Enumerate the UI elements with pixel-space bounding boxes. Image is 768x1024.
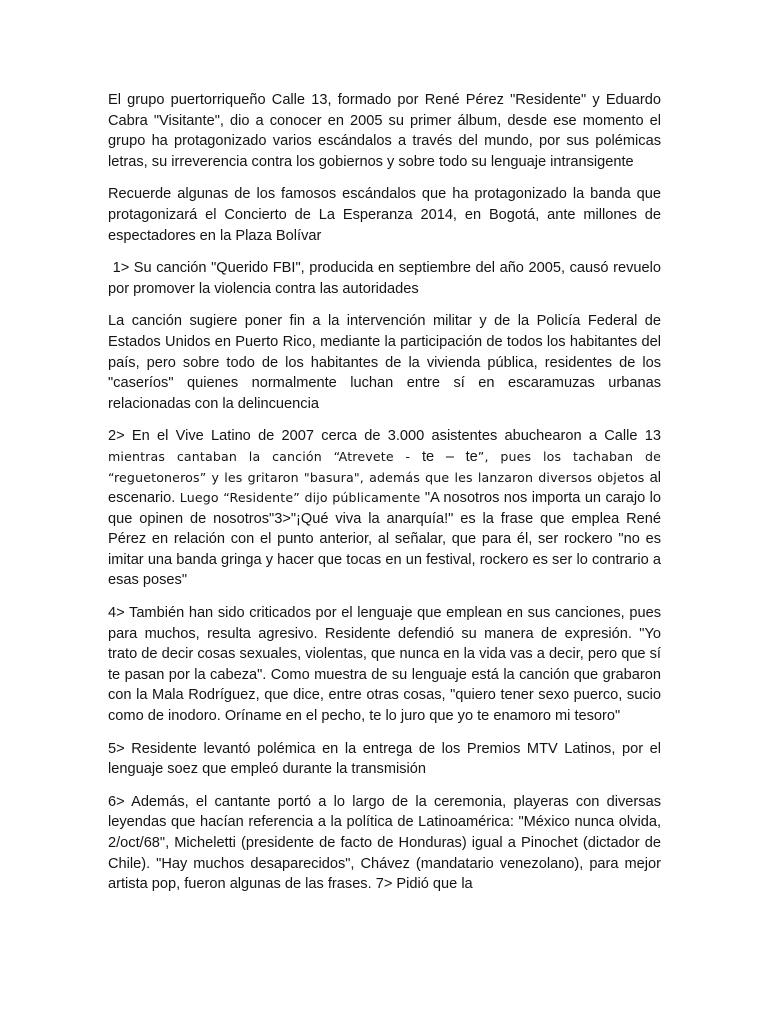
paragraph-song-description: La canción sugiere poner fin a la intervención militar y de la Policía Federal de Estados Unidos en Puerto Rico, mediante la participación de todos los habitantes del país, pero sobre todo de los habitantes de la vivienda pública, residentes de los "caseríos" quienes normalmente luchan entre sí en escaramuzas urbanas relacionadas con la delincuencia bbox=[108, 313, 661, 412]
paragraph-item-4: 4> También han sido criticados por el lenguaje que emplean en sus canciones, pues para muchos, resulta agresivo. Residente defendió su manera de expresión. "Yo trato de decir cosas sexuales, violentas, que nunca en la vida vas a decir, pero que sí te pasan por la cabeza". Como muestra de su lenguaje está la canción que grabaron con la Mala Rodríguez, que dice, entre otras cosas, "quiero tener sexo puerco, sucio como de inodoro. Oríname en el pecho, te lo juro que yo te enamoro mi tesoro" bbox=[108, 605, 661, 725]
p5-part-f: Luego “Residente” dijo públicamente bbox=[179, 490, 425, 506]
paragraph-item-6: 6> Además, el cantante portó a lo largo de la ceremonia, playeras con diversas leyendas que hacían referencia a la política de Latinoamérica: "México nunca olvida, 2/oct/68", Micheletti (presidente de facto de Honduras) igual a Pinochet (dictador de Chile). "Hay muchos desaparecidos", Chávez (mandatario venezolano), para mejor artista pop, fueron algunas de las frases. 7> Pidió que la bbox=[108, 793, 661, 893]
paragraph-item-2 bbox=[108, 426, 661, 591]
p5-part-a: 2> En el Vive Latino de 2007 cerca de 3.000 asistentes abuchearon a Calle 13 bbox=[108, 428, 661, 445]
p5-part-d: ”, pues los tachaban de “reguetoneros” y les gritaron "basura", además que les lanzaron diversos objetos bbox=[108, 448, 661, 485]
p5-part-c: te – te bbox=[421, 448, 478, 465]
document-page bbox=[108, 90, 666, 907]
paragraph-item-1: 1> Su canción "Querido FBI", producida en septiembre del año 2005, causó revuelo por promover la violencia contra las autoridades bbox=[108, 260, 666, 297]
paragraph-item-5: 5> Residente levantó polémica en la entrega de los Premios MTV Latinos, por el lenguaje soez que empleó durante la transmisión bbox=[108, 740, 661, 778]
paragraph-recall: Recuerde algunas de los famosos escándalos que ha protagonizado la banda que protagonizará el Concierto de La Esperanza 2014, en Bogotá, ante millones de espectadores en la Plaza Bolívar bbox=[108, 186, 661, 244]
p5-part-e: al escenario. bbox=[108, 469, 661, 507]
p5-part-g: "A nosotros nos importa un carajo lo que opinen de nosotros"3>"¡Qué viva la anarquía!" es la frase que emplea René Pérez en relación con el punto anterior, al señalar, que para él, ser rockero "no es imitar una banda gringa y hacer que tocas en un festival, rockero es ser lo contrario a esas poses" bbox=[108, 490, 661, 589]
p5-part-b: mientras cantaban la canción “Atrevete - bbox=[108, 448, 422, 464]
paragraph-intro: El grupo puertorriqueño Calle 13, formado por René Pérez "Residente" y Eduardo Cabra "Visitante", dio a conocer en 2005 su primer álbum, desde ese momento el grupo ha protagonizado varios escándalos a través del mundo, por sus polémicas letras, su irreverencia contra los gobiernos y sobre todo su lenguaje intransigente bbox=[108, 92, 661, 170]
